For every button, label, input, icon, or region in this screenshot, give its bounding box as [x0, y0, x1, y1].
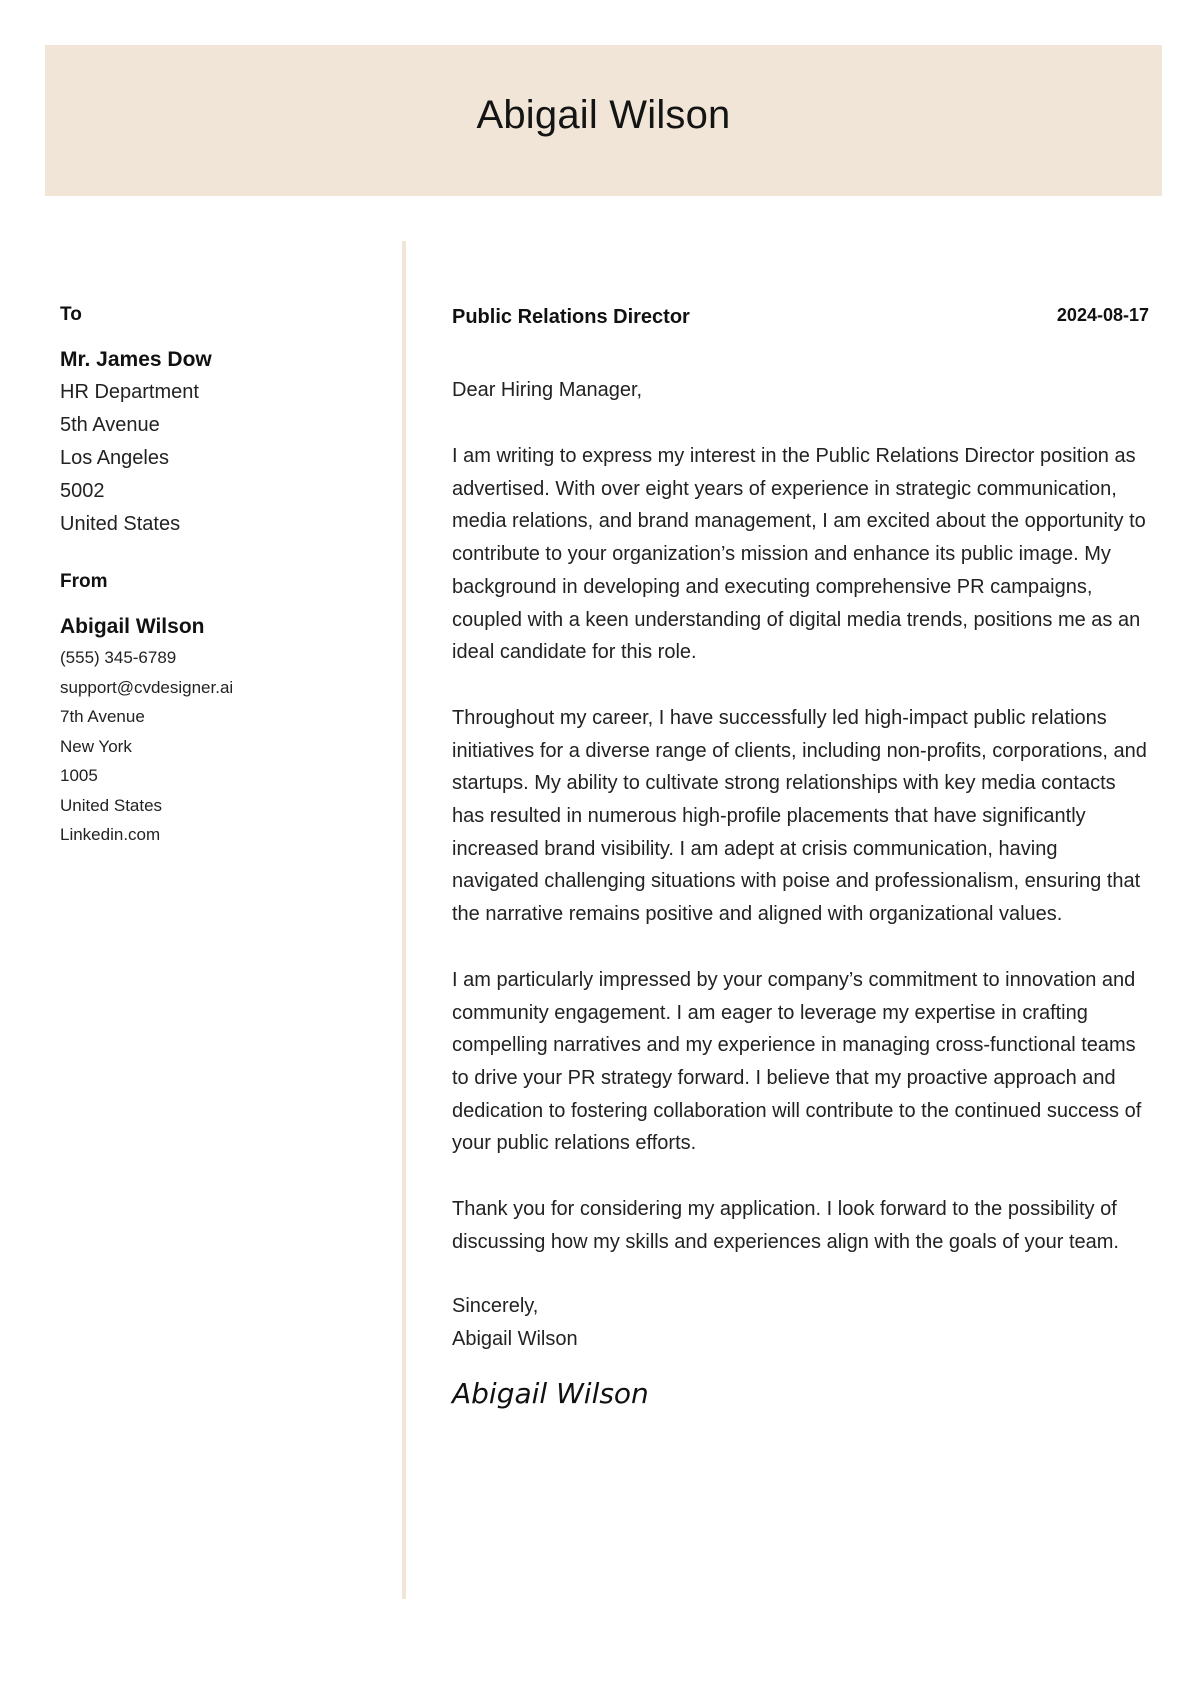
from-label: From — [60, 571, 108, 592]
paragraph-experience: Throughout my career, I have successfully led high-impact public relations initiatives for a diverse range of clients, including non-profits, corporations, and startups. My ability to cultivate strong relationships with key media contacts has resulted in numerous high-profile placements that have significantly increased brand visibility. I am adept at crisis communication, having navigated challenging situations with poise and professionalism, ensuring that the narrative remains positive and aligned with organizational values. — [452, 706, 1147, 926]
recipient-postcode: 5002 — [60, 480, 105, 502]
recipient-street: 5th Avenue — [60, 414, 160, 436]
recipient-name: Mr. James Dow — [60, 348, 212, 371]
sender-street: 7th Avenue — [60, 707, 145, 726]
sender-postcode: 1005 — [60, 766, 98, 785]
closing — [452, 1290, 1149, 1356]
sender-linkedin[interactable]: Linkedin.com — [60, 825, 161, 844]
column-divider — [402, 241, 406, 1599]
recipient-department: HR Department — [60, 381, 199, 403]
letter-title-row — [452, 300, 1149, 340]
sender-email[interactable]: support@cvdesigner.ai — [60, 677, 234, 697]
paragraph-thanks: Thank you for considering my application. I look forward to the possibility of discussing how my skills and experiences align with the goals of your team. — [452, 1198, 1119, 1253]
closing-name: Abigail Wilson — [452, 1328, 578, 1351]
letter-date: 2024-08-17 — [1056, 305, 1149, 325]
recipient-country: United States — [60, 513, 181, 535]
salutation: Dear Hiring Manager, — [452, 379, 643, 401]
to-label: To — [60, 304, 82, 325]
signature: Abigail Wilson — [452, 1377, 649, 1411]
recipient-city: Los Angeles — [60, 447, 169, 469]
sender-name: Abigail Wilson — [60, 615, 205, 638]
sender-country: United States — [60, 795, 163, 815]
header-banner — [45, 45, 1162, 196]
header-name: Abigail Wilson — [476, 93, 731, 137]
job-title: Public Relations Director — [452, 306, 690, 328]
contact-column — [60, 300, 380, 850]
paragraph-intro: I am writing to express my interest in the Public Relations Director position as advertised. With over eight years of experience in strategic communication, media relations, and brand management, I am excited about the opportunity to contribute to your organization’s mission and enhance its public image. My background in developing and executing comprehensive PR campaigns, coupled with a keen understanding of digital media trends, positions me as an ideal candidate for this role. — [452, 445, 1146, 664]
sender-city: New York — [60, 736, 132, 756]
closing-phrase: Sincerely, — [452, 1295, 539, 1318]
sender-phone: (555) 345-6789 — [60, 648, 177, 667]
paragraph-motivation: I am particularly impressed by your company’s commitment to innovation and community engagement. I am eager to leverage my expertise in crafting compelling narratives and my experience in managing cross-functional teams to drive your PR strategy forward. I believe that my proactive approach and dedication to fostering collaboration will contribute to the continued success of your public relations efforts. — [452, 968, 1142, 1155]
letter-body — [452, 300, 1149, 1414]
